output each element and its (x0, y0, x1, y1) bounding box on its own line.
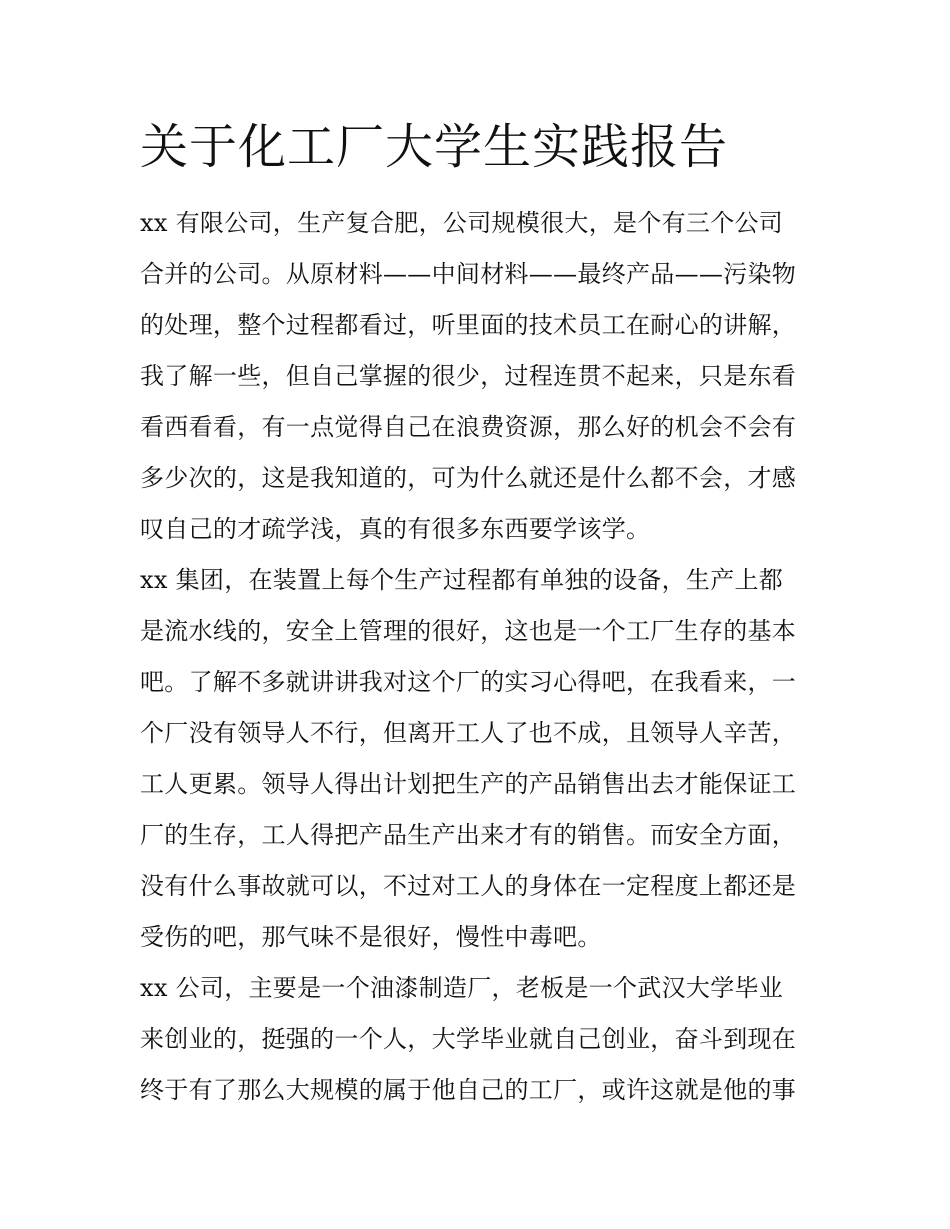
paragraph-line: 叹自己的才疏学浅，真的有很多东西要学该学。 (140, 515, 651, 543)
paragraph-3 (140, 963, 820, 1116)
paragraph-line: 看西看看，有一点觉得自己在浪费资源，那么好的机会不会有 (140, 413, 797, 441)
paragraph-line: 合并的公司。从原材料——中间材料——最终产品——污染物 (140, 260, 797, 288)
paragraph-line: xx 集团，在装置上每个生产过程都有单独的设备，生产上都 (140, 566, 784, 594)
paragraph-line: 我了解一些，但自己掌握的很少，过程连贯不起来，只是东看 (140, 362, 797, 390)
paragraph-line: 多少次的，这是我知道的，可为什么就还是什么都不会，才感 (140, 464, 797, 492)
document-body (140, 198, 820, 1116)
paragraph-line: 个厂没有领导人不行，但离开工人了也不成，且领导人辛苦， (140, 719, 797, 747)
paragraph-line: 工人更累。领导人得出计划把生产的产品销售出去才能保证工 (140, 770, 797, 798)
paragraph-line: 来创业的，挺强的一个人，大学毕业就自己创业，奋斗到现在 (140, 1025, 797, 1053)
paragraph-line: 没有什么事故就可以，不过对工人的身体在一定程度上都还是 (140, 872, 797, 900)
paragraph-line: 的处理，整个过程都看过，听里面的技术员工在耐心的讲解， (140, 311, 797, 339)
document-title: 关于化工厂大学生实践报告 (140, 119, 729, 175)
paragraph-2 (140, 555, 820, 963)
paragraph-line: 受伤的吧，那气味不是很好，慢性中毒吧。 (140, 923, 602, 951)
paragraph-line: 吧。了解不多就讲讲我对这个厂的实习心得吧，在我看来，一 (140, 668, 797, 696)
paragraph-line: 是流水线的，安全上管理的很好，这也是一个工厂生存的基本 (140, 617, 797, 645)
paragraph-line: 终于有了那么大规模的属于他自己的工厂，或许这就是他的事 (140, 1076, 797, 1104)
paragraph-1 (140, 198, 820, 555)
paragraph-line: 厂的生存，工人得把产品生产出来才有的销售。而安全方面， (140, 821, 797, 849)
paragraph-line: xx 有限公司，生产复合肥，公司规模很大，是个有三个公司 (140, 209, 784, 237)
paragraph-line: xx 公司，主要是一个油漆制造厂，老板是一个武汉大学毕业 (140, 974, 784, 1002)
